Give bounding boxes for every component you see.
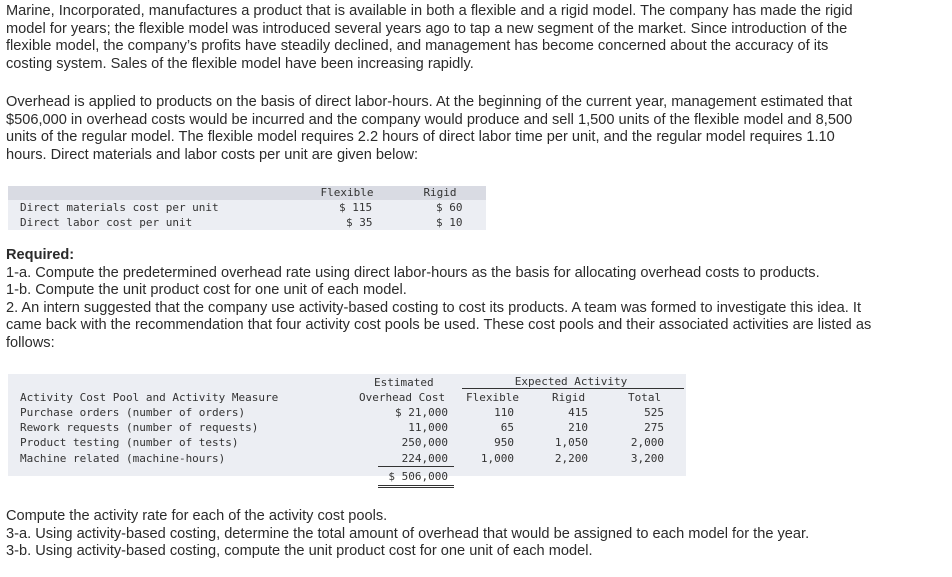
pool-rigid: 1,050 [554,436,588,449]
header-estimated: Estimated [374,376,434,389]
pool-total: 3,200 [630,452,664,465]
pool-flexible: 1,000 [480,452,514,465]
intro-line: costing system. Sales of the flexible model have been increasing rapidly. [6,55,474,72]
overhead-line: units of the regular model. The flexible model requires 2.2 hours of direct labor time per unit, and the regular model requires 1.10 [6,129,835,146]
header-rigid: Rigid [552,391,586,404]
pool-flexible: 950 [494,436,514,449]
header-total: Total [628,391,662,404]
required-line: 1-b. Compute the unit product cost for one unit of each model. [6,282,407,299]
pool-cost: 11,000 [408,421,448,434]
subtotal-rule [378,466,454,467]
required-title: Required: [6,247,75,263]
overhead-paragraph [6,94,936,164]
intro-paragraph [6,3,936,73]
required-line: 1-a. Compute the predetermined overhead rate using direct labor-hours as the basis for allocating overhead costs to products. [6,264,820,281]
overhead-line: hours. Direct materials and labor costs per unit are given below: [6,146,419,163]
row-label: Direct materials cost per unit [20,201,219,214]
overhead-line: $506,000 in overhead costs would be incurred and the company would produce and sell 1,500 units of the flexible model and 8,500 [6,111,853,128]
pool-label: Rework requests (number of requests) [20,421,259,434]
pool-flexible: 65 [500,421,514,434]
required-line: 2. An intern suggested that the company use activity-based costing to cost its products. A team was formed to investigate this idea. It [6,299,862,316]
overhead-line: Overhead is applied to products on the basis of direct labor-hours. At the beginning of the current year, management estimated that [6,94,853,110]
pool-total: 2,000 [630,436,664,449]
pool-rigid: 210 [568,421,588,434]
header-flexible: Flexible [466,391,519,404]
pool-label: Machine related (machine-hours) [20,452,226,465]
final-line: 3-b. Using activity-based costing, compute the unit product cost for one unit of each model. [6,543,593,560]
row-label: Direct labor cost per unit [20,216,193,229]
pool-flexible: 110 [494,406,514,419]
cell-flexible: $ 35 [346,216,373,229]
total-overhead-cost: $ 506,000 [388,470,448,483]
header-overhead-cost: Overhead Cost [359,391,446,404]
cell-rigid: $ 10 [436,216,463,229]
col-header-rigid: Rigid [423,186,457,199]
required-line: came back with the recommendation that four activity cost pools be used. These cost pools and their associated activities are listed as [6,317,872,334]
col-header-flexible: Flexible [320,186,374,199]
pool-cost: 250,000 [401,436,448,449]
total-rule-1 [378,485,454,486]
intro-line: flexible model, the company’s profits have steadily declined, and management has become concerned about the accuracy of its [6,38,829,55]
final-line: 3-a. Using activity-based costing, determine the total amount of overhead that would be assigned to each model for the year. [6,525,810,542]
pool-cost: $ 21,000 [395,406,448,419]
header-expected-activity: Expected Activity [514,375,628,388]
pool-total: 525 [644,406,664,419]
header-pool: Activity Cost Pool and Activity Measure [20,391,279,404]
expected-activity-rule [462,388,684,389]
required-section [6,247,936,353]
final-line: Compute the activity rate for each of the activity cost pools. [6,508,388,524]
pool-cost: 224,000 [401,452,448,465]
intro-line: Marine, Incorporated, manufactures a product that is available in both a flexible and a rigid model. The company has made the rigid [6,3,853,19]
final-questions [6,508,936,561]
pool-rigid: 2,200 [554,452,588,465]
pool-total: 275 [644,421,664,434]
pool-label: Product testing (number of tests) [20,436,239,449]
required-line: follows: [6,334,55,351]
cell-flexible: $ 115 [339,201,373,214]
total-rule-2 [378,487,454,488]
pool-rigid: 415 [568,406,588,419]
pool-label: Purchase orders (number of orders) [20,406,246,419]
cell-rigid: $ 60 [436,201,463,214]
intro-line: model for years; the flexible model was introduced several years ago to tap a new segment of the market. Since introduction of the [6,20,848,37]
